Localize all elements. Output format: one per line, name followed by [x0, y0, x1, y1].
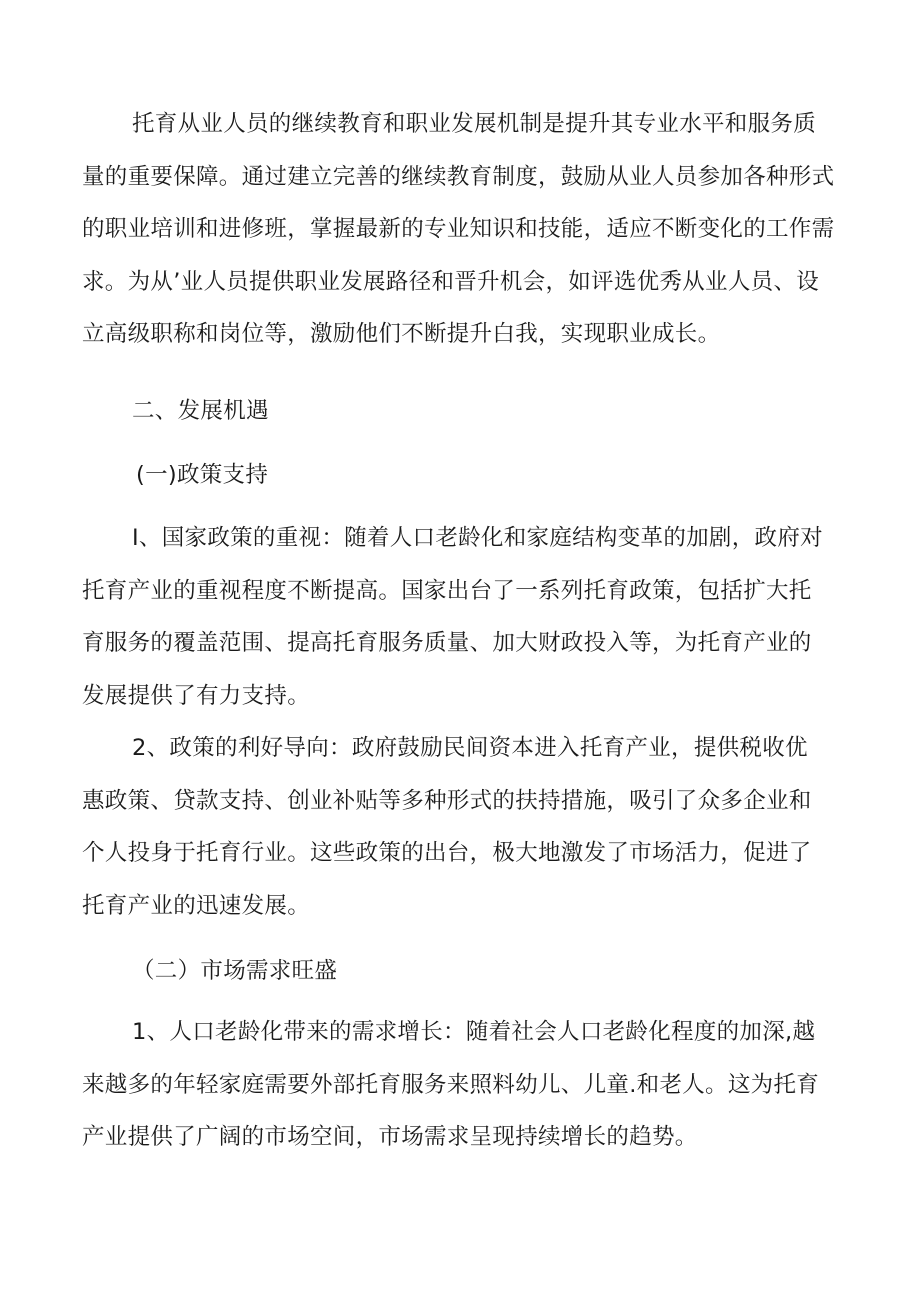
subsection-heading-market: （二）市场需求旺盛: [132, 958, 338, 984]
paragraph-line: 立高级职称和岗位等，激励他们不断提升白我，实现职业成长。: [82, 321, 721, 347]
paragraph-line: 托育从业人员的继续教育和职业发展机制是提升其专业水平和服务质: [132, 111, 817, 137]
paragraph-line: 2、政策的利好导向：政府鼓励民间资本进入托育产业，提供税收优: [132, 735, 808, 761]
paragraph-line: 个人投身于托育行业。这些政策的出台，极大地激发了市场活力，促进了: [82, 840, 812, 866]
paragraph-line: 产业提供了广阔的市场空间，市场需求呈现持续增长的趋势。: [82, 1124, 698, 1150]
subsection-heading-policy: (一)政策支持: [136, 462, 269, 488]
paragraph-line: 托育产业的迅速发展。: [82, 892, 311, 919]
paragraph-line: 托育产业的重视程度不断提高。国家出台了一系列托育政策，包括扩大托: [82, 577, 812, 604]
paragraph-line: 发展提供了有力支持。: [82, 682, 311, 709]
section-heading: 二、发展机遇: [132, 398, 269, 424]
paragraph-line: 惠政策、贷款支持、创业补贴等多种形式的扶持措施，吸引了众多企业和: [82, 787, 812, 814]
paragraph-line: 来越多的年轻家庭需要外部托育服务来照料幼儿、儿童.和老人。这为托育: [82, 1071, 820, 1098]
paragraph-line: 育服务的覆盖范围、提高托育服务质量、加大财政投入等，为托育产业的: [82, 630, 812, 656]
paragraph-line: 量的重要保障。通过建立完善的继续教育制度，鼓励从业人员参加各种形式: [82, 163, 835, 190]
paragraph-line: 的职业培训和进修班，掌握最新的专业知识和技能，适应不断变化的工作需: [82, 216, 835, 242]
paragraph-line: I、国家政策的重视：随着人口老龄化和家庭结构变革的加剧，政府对: [132, 525, 823, 551]
paragraph-market-demand: [82, 1006, 842, 1164]
paragraph-line: 求。为从’业人员提供职业发展路径和晋升机会，如评选优秀从业人员、设: [82, 268, 820, 295]
paragraph-line: 1、人口老龄化带来的需求增长：随着社会人口老龄化程度的加深,越: [132, 1019, 816, 1045]
paragraph-national-policy: [82, 512, 842, 722]
paragraph-policy-guidance: [82, 722, 842, 932]
paragraph-continuing-education: [82, 98, 842, 361]
